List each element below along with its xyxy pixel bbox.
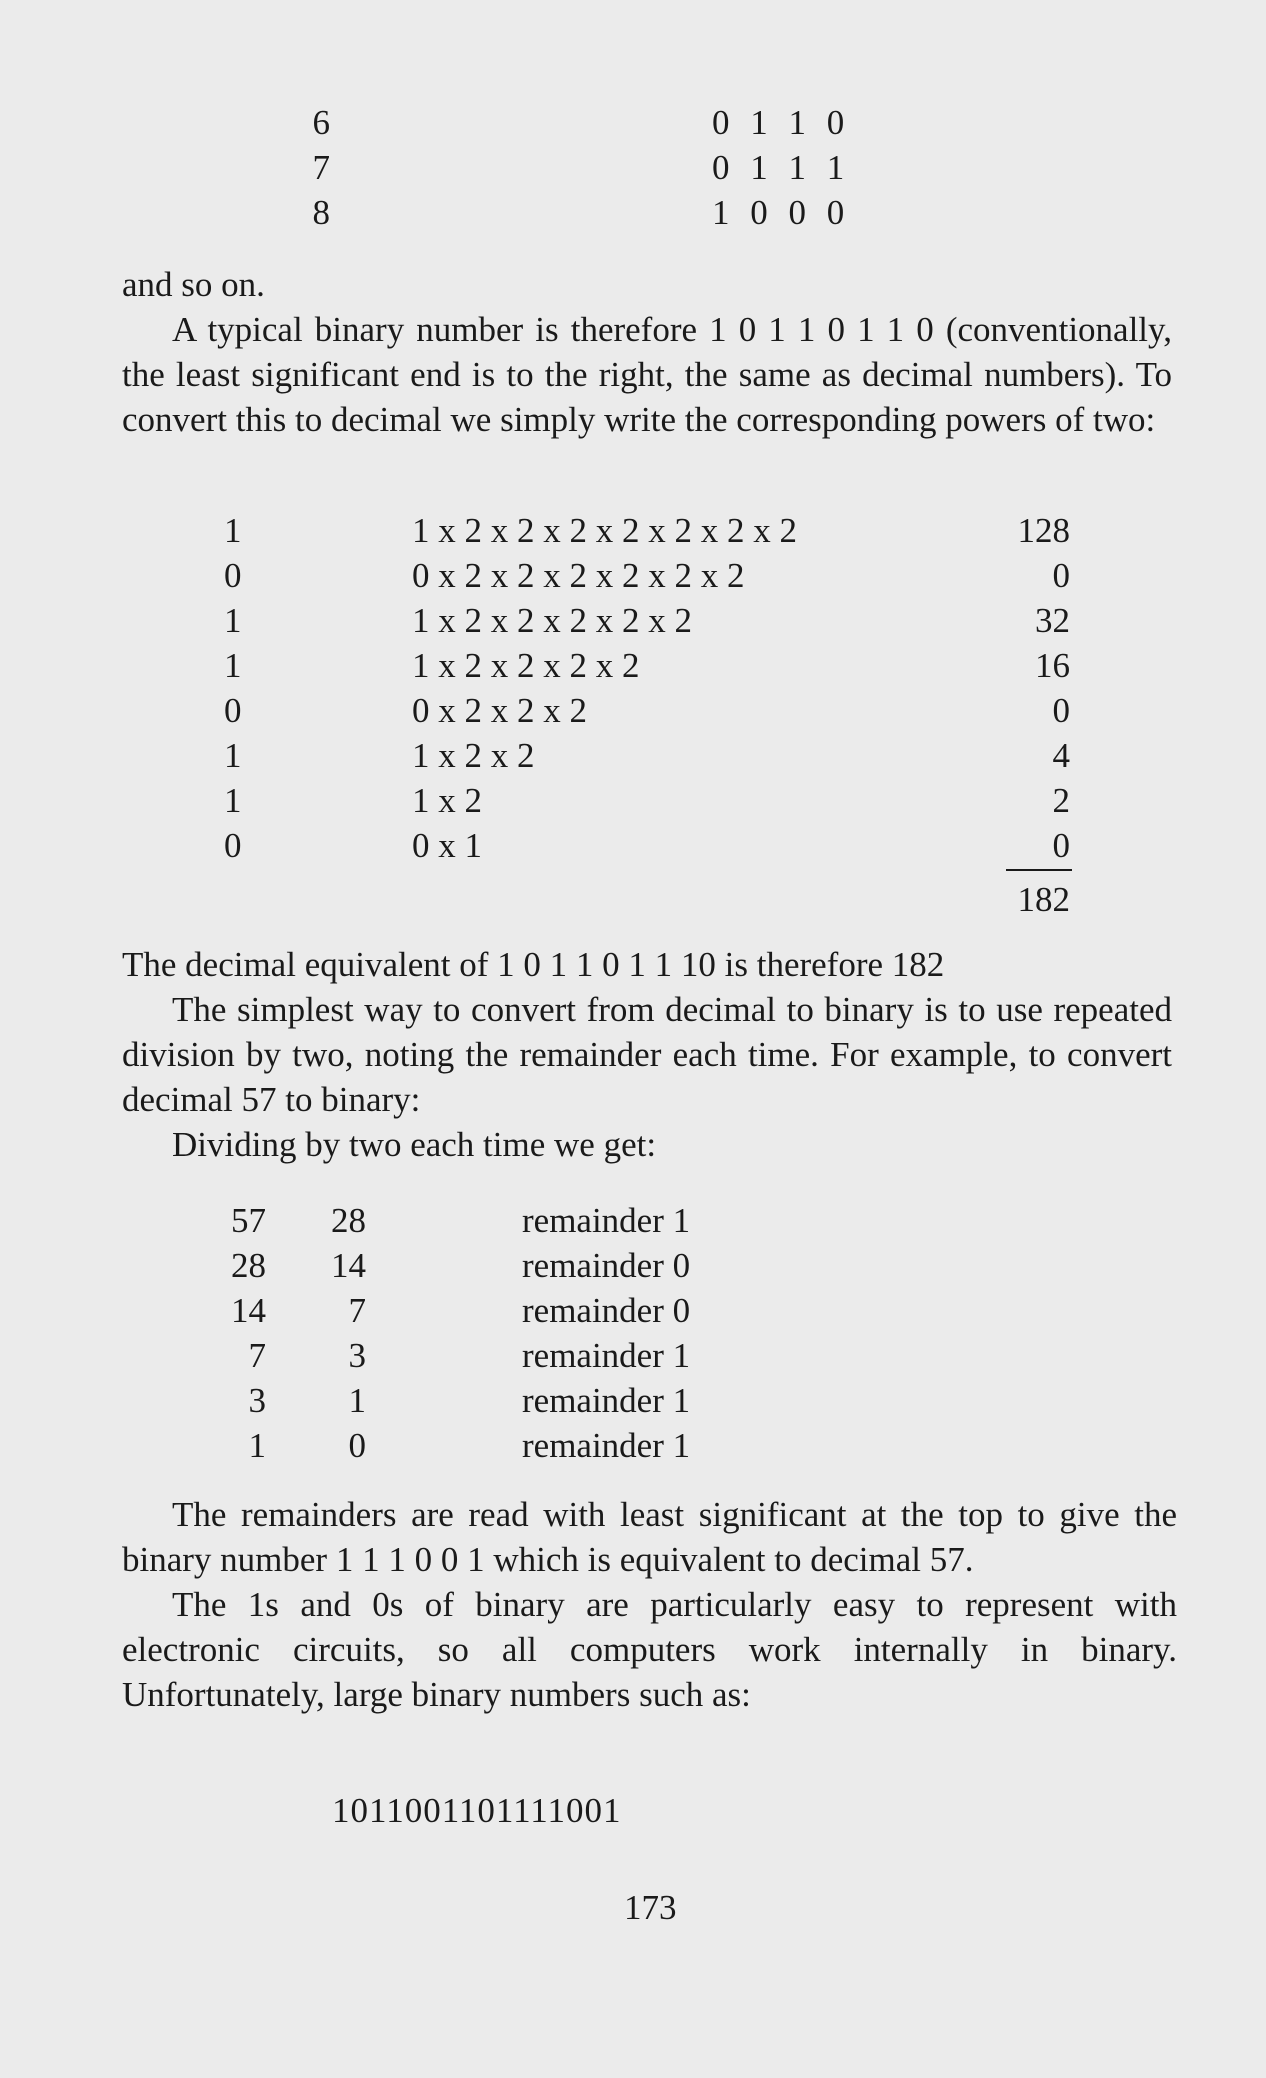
remainder-cell: remainder 1	[522, 1426, 691, 1465]
quotient-cell: 0	[348, 1426, 366, 1465]
sum-rule	[1006, 869, 1072, 871]
decimal-cell: 6	[312, 103, 330, 142]
remainder-cell: remainder 1	[522, 1336, 691, 1375]
expr-cell: 0 x 2 x 2 x 2 x 2 x 2 x 2	[412, 556, 745, 595]
paragraph: A typical binary number is therefore 1 0 1 1 0 1 1 0 (conventionally, the least significant end is to the right, the same as decimal numbers). To convert this to decimal we simply write the corresponding powers of two:	[122, 310, 1172, 439]
binary-cell: 0 1 1 0	[712, 103, 851, 142]
bit-cell: 1	[224, 511, 242, 550]
expr-cell: 1 x 2 x 2 x 2 x 2	[412, 646, 640, 685]
binary-cell: 1 0 0 0	[712, 193, 851, 232]
expr-cell: 1 x 2 x 2	[412, 736, 535, 775]
value-cell: 128	[1017, 511, 1070, 550]
bit-cell: 1	[224, 736, 242, 775]
value-cell: 0	[1052, 691, 1070, 730]
paragraph: Dividing by two each time we get:	[172, 1125, 657, 1164]
quotient-cell: 14	[331, 1246, 366, 1285]
expr-cell: 0 x 1	[412, 826, 482, 865]
quotient-cell: 3	[348, 1336, 366, 1375]
quotient-cell: 1	[348, 1381, 366, 1420]
remainder-cell: remainder 1	[522, 1381, 691, 1420]
bit-cell: 0	[224, 691, 242, 730]
bit-cell: 1	[224, 646, 242, 685]
bit-cell: 0	[224, 826, 242, 865]
quotient-cell: 28	[331, 1201, 366, 1240]
value-cell: 4	[1052, 736, 1070, 775]
expr-cell: 1 x 2 x 2 x 2 x 2 x 2 x 2 x 2	[412, 511, 797, 550]
bit-cell: 1	[224, 601, 242, 640]
value-cell: 0	[1052, 826, 1070, 865]
expr-cell: 1 x 2	[412, 781, 482, 820]
dividend-cell: 14	[231, 1291, 266, 1330]
value-cell: 2	[1052, 781, 1070, 820]
intro-text	[122, 262, 1172, 442]
paragraph: and so on.	[122, 265, 265, 304]
remainder-cell: remainder 0	[522, 1246, 691, 1285]
binary-cell: 0 1 1 1	[712, 148, 851, 187]
large-binary-number: 1011001101111001	[332, 1791, 622, 1830]
value-cell: 16	[1035, 646, 1070, 685]
closing-text	[122, 1492, 1177, 1717]
dividend-cell: 1	[248, 1426, 266, 1465]
value-cell: 0	[1052, 556, 1070, 595]
paragraph: The 1s and 0s of binary are particularly easy to represent with electronic circuits, so all computers work internally in binary. Unfortunately, large binary numbers such as:	[122, 1585, 1177, 1714]
paragraph: The remainders are read with least significant at the top to give the binary number 1 1 1 0 0 1 which is equivalent to decimal 57.	[122, 1495, 1177, 1579]
expr-cell: 1 x 2 x 2 x 2 x 2 x 2	[412, 601, 692, 640]
middle-text	[122, 942, 1172, 1167]
dividend-cell: 57	[231, 1201, 266, 1240]
sum-total: 182	[1017, 880, 1070, 919]
value-cell: 32	[1035, 601, 1070, 640]
dividend-cell: 3	[248, 1381, 266, 1420]
bit-cell: 1	[224, 781, 242, 820]
bit-cell: 0	[224, 556, 242, 595]
dividend-cell: 7	[248, 1336, 266, 1375]
decimal-cell: 8	[312, 193, 330, 232]
quotient-cell: 7	[348, 1291, 366, 1330]
dividend-cell: 28	[231, 1246, 266, 1285]
expr-cell: 0 x 2 x 2 x 2	[412, 691, 587, 730]
remainder-cell: remainder 1	[522, 1201, 691, 1240]
paragraph: The decimal equivalent of 1 0 1 1 0 1 1 10 is therefore 182	[122, 945, 945, 984]
remainder-cell: remainder 0	[522, 1291, 691, 1330]
decimal-cell: 7	[312, 148, 330, 187]
paragraph: The simplest way to convert from decimal to binary is to use repeated division by two, noting the remainder each time. For example, to convert decimal 57 to binary:	[122, 990, 1172, 1119]
page-number: 173	[624, 1888, 677, 1927]
